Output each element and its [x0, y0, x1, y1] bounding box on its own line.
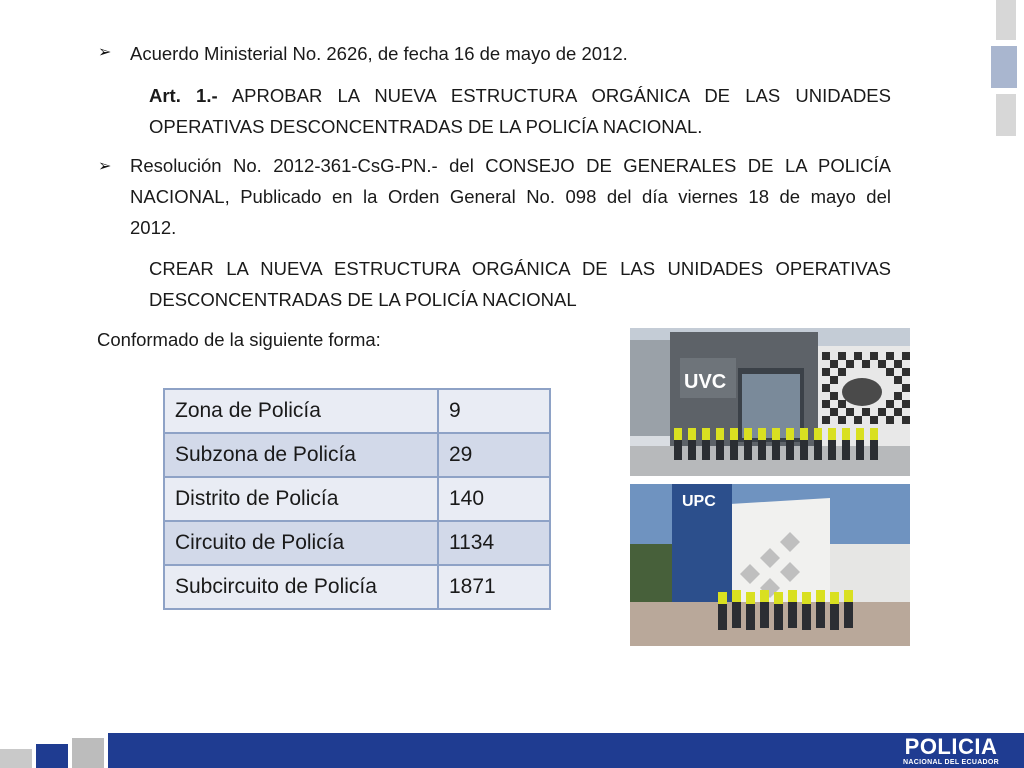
paragraph-crear [149, 253, 891, 315]
structure-table [163, 388, 551, 610]
table-cell-label: Subcircuito de Policía [164, 565, 438, 609]
table-row [164, 477, 550, 521]
table-cell-value: 1871 [438, 565, 550, 609]
uvc-sign: UVC [684, 371, 727, 393]
art-label: Art. 1.- [149, 85, 218, 106]
table-cell-label: Zona de Policía [164, 389, 438, 433]
photo-uvc-building [630, 328, 910, 476]
resolucion-line3: 2012. [130, 217, 177, 238]
art-text-line1: APROBAR LA NUEVA ESTRUCTURA ORGÁNICA DE LAS UNIDADES [231, 85, 891, 106]
footer-square-3 [72, 738, 104, 768]
upc-sign: UPC [682, 493, 716, 510]
decor-square-middle [991, 46, 1017, 88]
bullet-arrow-icon: ➢ [98, 44, 112, 61]
table-cell-label: Subzona de Policía [164, 433, 438, 477]
decor-square-bottom [996, 94, 1016, 136]
table-cell-value: 140 [438, 477, 550, 521]
table-row [164, 565, 550, 609]
footer-logo [903, 735, 999, 767]
table-cell-value: 29 [438, 433, 550, 477]
footer-brand-title: POLICIA [904, 734, 998, 759]
footer-square-2 [36, 744, 68, 768]
table-cell-label: Circuito de Policía [164, 521, 438, 565]
crear-line2: DESCONCENTRADAS DE LA POLICÍA NACIONAL [149, 289, 577, 310]
art-text-line2: OPERATIVAS DESCONCENTRADAS DE LA POLICÍA NACIONAL. [149, 116, 703, 137]
table-row [164, 389, 550, 433]
crear-line1: CREAR LA NUEVA ESTRUCTURA ORGÁNICA DE LAS UNIDADES OPERATIVAS [149, 258, 891, 279]
table-cell-value: 1134 [438, 521, 550, 565]
table-cell-label: Distrito de Policía [164, 477, 438, 521]
footer-square-1 [0, 749, 32, 768]
paragraph-conformado: Conformado de la siguiente forma: [97, 329, 381, 350]
resolucion-line2: NACIONAL, Publicado en la Orden General No. 098 del día viernes 18 de mayo del [130, 186, 891, 207]
decor-square-top [996, 0, 1016, 40]
resolucion-line1: Resolución No. 2012-361-CsG-PN.- del CONSEJO DE GENERALES DE LA POLICÍA [130, 155, 891, 176]
photo-upc-building [630, 484, 910, 646]
footer-brand-subtitle: NACIONAL DEL ECUADOR [903, 759, 999, 766]
paragraph-resolucion [130, 150, 891, 243]
table-cell-value: 9 [438, 389, 550, 433]
paragraph-acuerdo: Acuerdo Ministerial No. 2626, de fecha 16 de mayo de 2012. [130, 43, 628, 64]
table-row [164, 433, 550, 477]
bullet-arrow-icon: ➢ [98, 158, 112, 175]
table-row [164, 521, 550, 565]
footer-bar [108, 733, 1024, 768]
paragraph-art1 [149, 80, 891, 142]
